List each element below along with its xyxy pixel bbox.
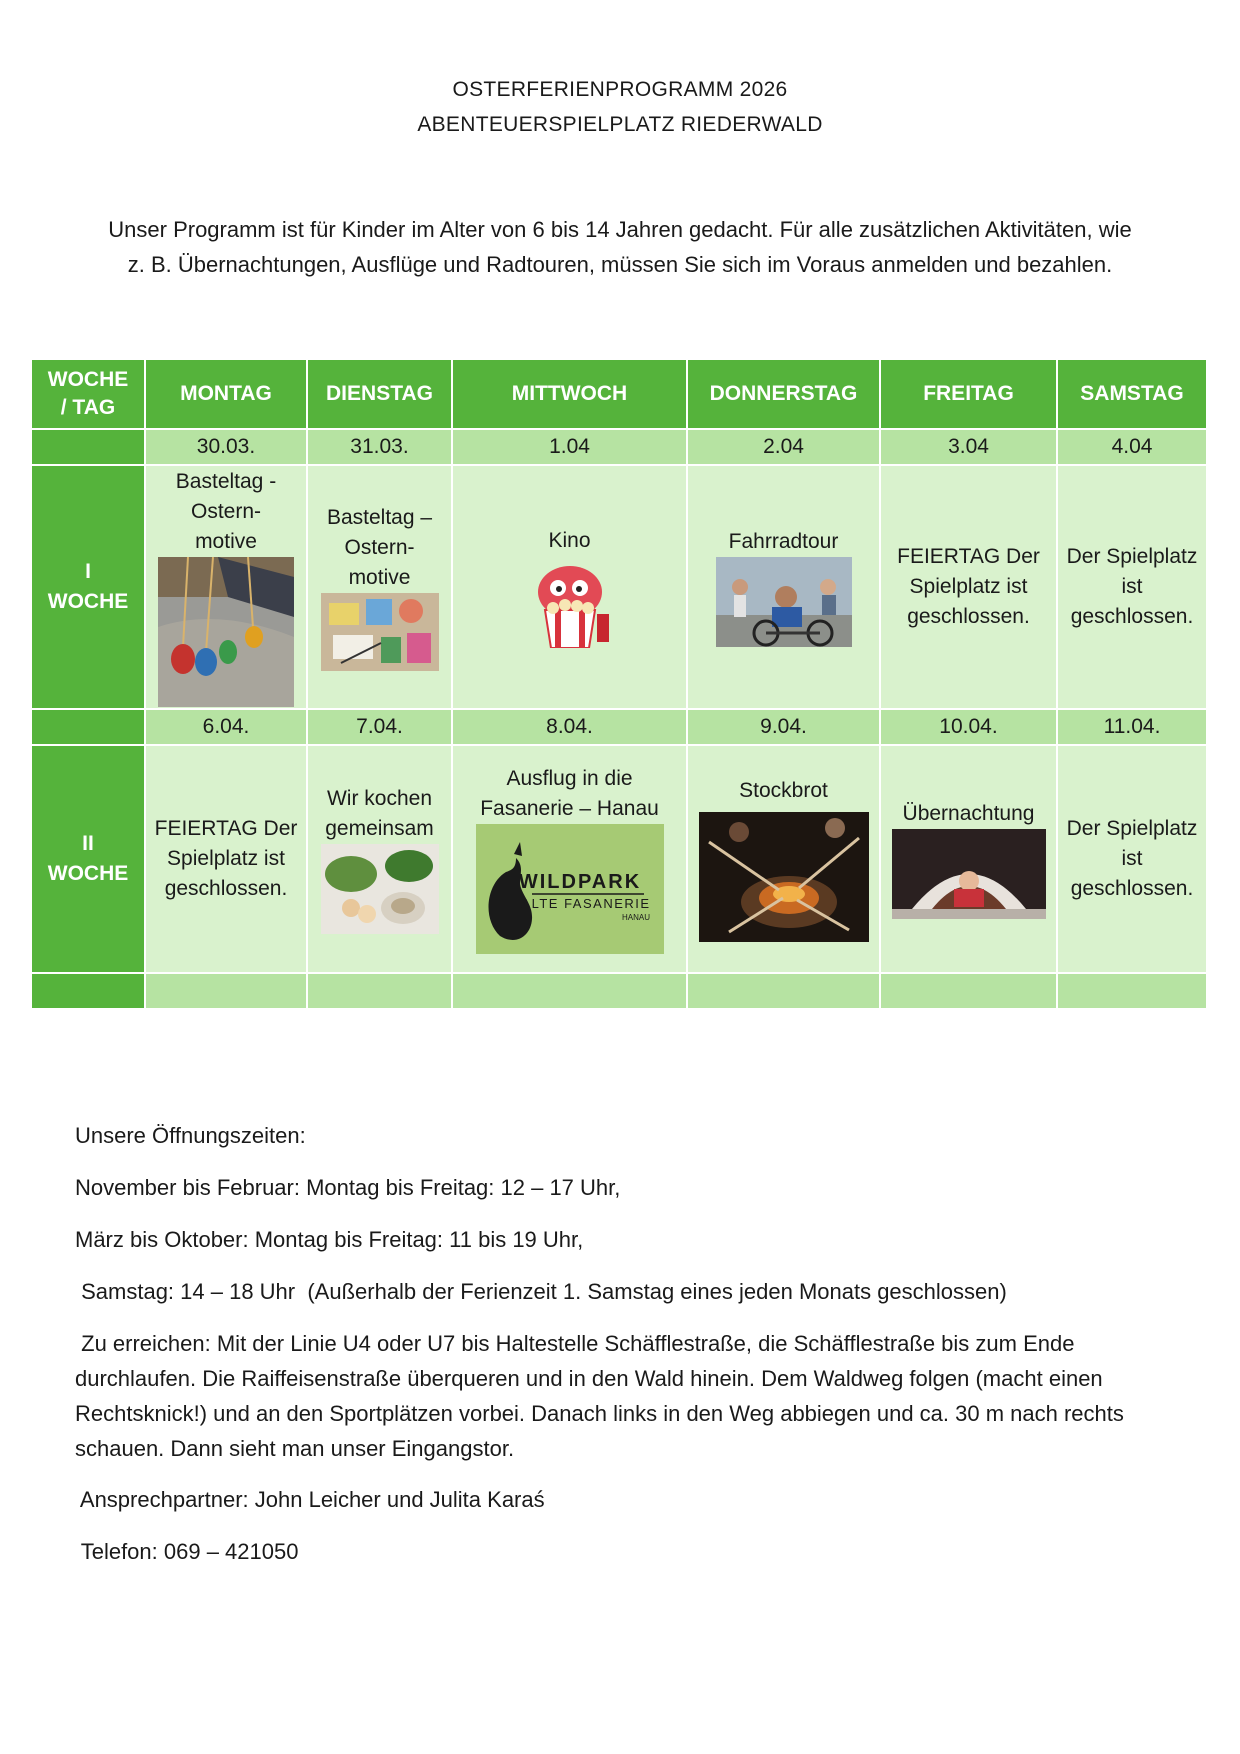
opening-hours-heading: Unsere Öffnungszeiten: — [75, 1123, 306, 1148]
activity-text: FEIERTAG Der Spielplatz ist geschlossen. — [897, 545, 1040, 628]
wildpark-logo-image — [476, 824, 664, 954]
date-cell: 4.04 — [1057, 429, 1207, 465]
activity-text: Übernachtung — [902, 802, 1035, 825]
week2-date-spacer — [31, 709, 145, 745]
activity-cell — [880, 465, 1057, 709]
activity-cell — [880, 745, 1057, 973]
activity-text: Basteltag – Ostern-motive — [326, 506, 433, 589]
campfire-stick-bread-image — [699, 812, 869, 942]
week1-label: I WOCHE — [31, 465, 145, 709]
date-cell: 3.04 — [880, 429, 1057, 465]
logo-text-fasanerie: ALTE FASANERIE — [520, 896, 651, 911]
phone-number: Telefon: 069 – 421050 — [75, 1539, 299, 1564]
page-subtitle: ABENTEUERSPIELPLATZ RIEDERWALD — [417, 113, 823, 136]
date-cell: 2.04 — [687, 429, 880, 465]
week1-activity-row — [31, 465, 1207, 709]
activity-text: Kino — [548, 529, 591, 552]
hours-line-3: Samstag: 14 – 18 Uhr (Außerhalb der Ferienzeit 1. Samstag eines jeden Monats geschlossen) — [75, 1279, 1007, 1304]
logo-text-wildpark: WILDPARK — [518, 871, 641, 893]
date-cell: 6.04. — [145, 709, 307, 745]
week1-date-spacer — [31, 429, 145, 465]
hours-line-2: März bis Oktober: Montag bis Freitag: 11 bis 19 Uhr, — [75, 1227, 584, 1252]
date-cell: 8.04. — [452, 709, 687, 745]
activity-cell — [1057, 465, 1207, 709]
week2-activity-row — [31, 745, 1207, 973]
activity-text: FEIERTAG Der Spielplatz ist geschlossen. — [154, 817, 298, 900]
day-header-saturday: SAMSTAG — [1057, 359, 1207, 429]
empty-row — [31, 973, 1207, 1009]
hanging-egg-decorations-image — [158, 557, 294, 707]
activity-text: Stockbrot — [739, 779, 828, 802]
food-ingredients-image — [321, 844, 439, 934]
hours-line-1: November bis Februar: Montag bis Freitag: 12 – 17 Uhr, — [75, 1175, 621, 1200]
date-cell: 30.03. — [145, 429, 307, 465]
activity-cell — [145, 745, 307, 973]
day-header-monday: MONTAG — [145, 359, 307, 429]
week1-date-row — [31, 429, 1207, 465]
intro-line-1: Unser Programm ist für Kinder im Alter von 6 bis 14 Jahren gedacht. Für alle zusätzlichen Aktivitäten, wie — [108, 217, 1132, 242]
week2-date-row — [31, 709, 1207, 745]
activity-text: Der Spielplatz ist geschlossen. — [1066, 545, 1198, 628]
activity-cell — [452, 465, 687, 709]
activity-text: Fahrradtour — [728, 530, 839, 553]
date-cell: 31.03. — [307, 429, 452, 465]
activity-text: Ausflug in die Fasanerie – Hanau — [480, 767, 659, 820]
header-row — [31, 359, 1207, 429]
activity-cell — [1057, 745, 1207, 973]
logo-text-hanau: HANAU — [621, 913, 650, 922]
intro-text — [80, 212, 1160, 282]
day-header-friday: FREITAG — [880, 359, 1057, 429]
activity-cell — [145, 465, 307, 709]
activity-cell — [307, 745, 452, 973]
child-under-blanket-image — [892, 829, 1046, 919]
cartoon-popcorn-image — [525, 564, 615, 648]
activity-cell — [687, 465, 880, 709]
day-header-tuesday: DIENSTAG — [307, 359, 452, 429]
craft-supplies-image — [321, 593, 439, 671]
activity-cell — [687, 745, 880, 973]
week2-label: II WOCHE — [31, 745, 145, 973]
schedule-table — [30, 358, 1208, 1010]
activity-cell — [307, 465, 452, 709]
date-cell: 11.04. — [1057, 709, 1207, 745]
date-cell: 10.04. — [880, 709, 1057, 745]
corner-header: WOCHE / TAG — [31, 359, 145, 429]
date-cell: 7.04. — [307, 709, 452, 745]
date-cell: 9.04. — [687, 709, 880, 745]
date-cell: 1.04 — [452, 429, 687, 465]
activity-cell — [452, 745, 687, 973]
contact-person: Ansprechpartner: John Leicher und Julita Karaś — [75, 1487, 545, 1512]
activity-text: Basteltag - Ostern-motive — [175, 470, 277, 553]
day-header-wednesday: MITTWOCH — [452, 359, 687, 429]
directions-text: Zu erreichen: Mit der Linie U4 oder U7 bis Haltestelle Schäfflestraße, die Schäfflestraße bis zum Ende durchlaufen. Die Raiffeisenstraße überqueren und in den Wald hinein. Dem Waldweg folgen (macht einen Rechtsknick!) und an den Sportplätzen vorbei. Danach links in den Weg abbiegen und ca. 30 m nach rechts schauen. Dann sieht man unser Eingangstor. — [75, 1331, 1131, 1461]
activity-text: Der Spielplatz ist geschlossen. — [1066, 817, 1198, 900]
intro-line-2: z. B. Übernachtungen, Ausflüge und Radtouren, müssen Sie sich im Voraus anmelden und bezahlen. — [127, 252, 1113, 277]
children-on-bikes-image — [716, 557, 852, 647]
page-title: OSTERFERIENPROGRAMM 2026 — [452, 78, 788, 101]
activity-text: Wir kochen gemeinsam — [325, 787, 434, 840]
day-header-thursday: DONNERSTAG — [687, 359, 880, 429]
